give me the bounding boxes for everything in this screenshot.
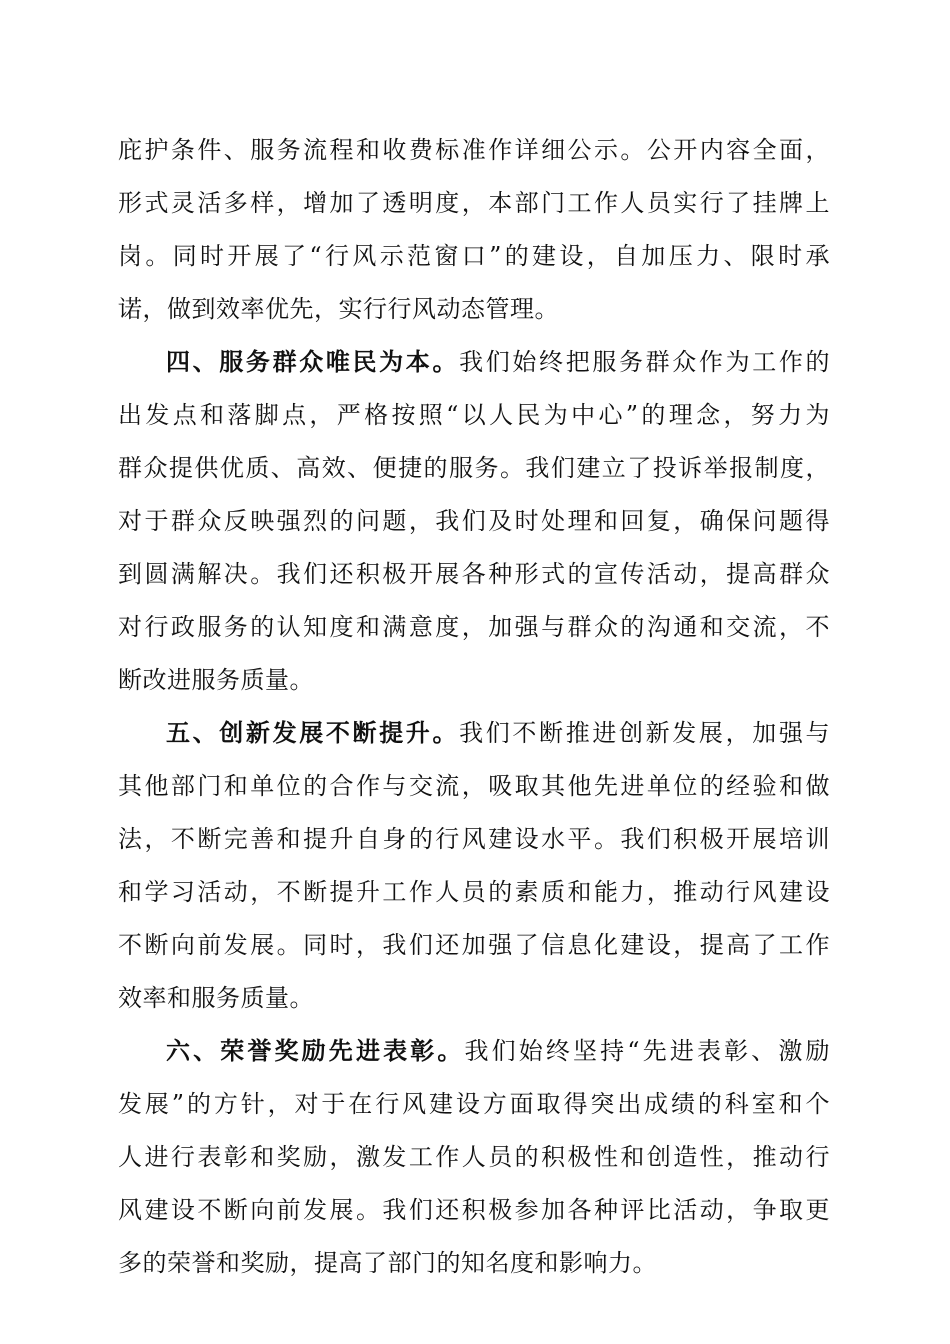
- paragraph-line: 多的荣誉和奖励，提高了部门的知名度和影响力。: [118, 1249, 657, 1277]
- paragraph-first-line: [118, 336, 830, 389]
- paragraph-text: 我们始终把服务群众作为工作的: [459, 348, 831, 376]
- paragraph-line: 诺，做到效率优先，实行行风动态管理。: [118, 295, 559, 323]
- paragraph-section-5: [118, 707, 830, 1025]
- paragraph-line: 到圆满解决。我们还积极开展各种形式的宣传活动，提高群众: [118, 560, 830, 588]
- paragraph-line: 和学习活动，不断提升工作人员的素质和能力，推动行风建设: [118, 878, 830, 906]
- paragraph-line: 发展”的方针，对于在行风建设方面取得突出成绩的科室和个: [118, 1090, 830, 1118]
- paragraph-line: 其他部门和单位的合作与交流，吸取其他先进单位的经验和做: [118, 772, 830, 800]
- paragraph-line: 人进行表彰和奖励，激发工作人员的积极性和创造性，推动行: [118, 1143, 830, 1171]
- paragraph-section-4: [118, 336, 830, 707]
- paragraph-section-6: [118, 1025, 830, 1290]
- paragraph-line: 断改进服务质量。: [118, 666, 314, 694]
- paragraph-continuation: [118, 124, 830, 336]
- paragraph-line: 效率和服务质量。: [118, 984, 314, 1012]
- section-heading: 四、服务群众唯民为本。: [166, 348, 460, 376]
- paragraph-text: 我们始终坚持“先进表彰、激励: [464, 1037, 830, 1065]
- paragraph-line: 庇护条件、服务流程和收费标准作详细公示。公开内容全面，: [118, 136, 830, 164]
- paragraph-line: 不断向前发展。同时，我们还加强了信息化建设，提高了工作: [118, 931, 830, 959]
- paragraph-line: 对于群众反映强烈的问题，我们及时处理和回复，确保问题得: [118, 507, 830, 535]
- paragraph-line: 对行政服务的认知度和满意度，加强与群众的沟通和交流，不: [118, 613, 830, 641]
- paragraph-first-line: [118, 707, 830, 760]
- paragraph-line: 法，不断完善和提升自身的行风建设水平。我们积极开展培训: [118, 825, 830, 853]
- paragraph-line: 形式灵活多样，增加了透明度，本部门工作人员实行了挂牌上: [118, 189, 830, 217]
- paragraph-line: 岗。同时开展了“行风示范窗口”的建设，自加压力、限时承: [118, 242, 830, 270]
- paragraph-text: 我们不断推进创新发展，加强与: [459, 719, 831, 747]
- paragraph-line: 群众提供优质、高效、便捷的服务。我们建立了投诉举报制度，: [118, 454, 830, 482]
- document-body: [118, 124, 830, 1290]
- section-heading: 六、荣誉奖励先进表彰。: [166, 1037, 465, 1065]
- paragraph-line: 出发点和落脚点，严格按照“以人民为中心”的理念，努力为: [118, 401, 830, 429]
- paragraph-first-line: [118, 1025, 830, 1078]
- paragraph-line: 风建设不断向前发展。我们还积极参加各种评比活动，争取更: [118, 1196, 830, 1224]
- section-heading: 五、创新发展不断提升。: [166, 719, 460, 747]
